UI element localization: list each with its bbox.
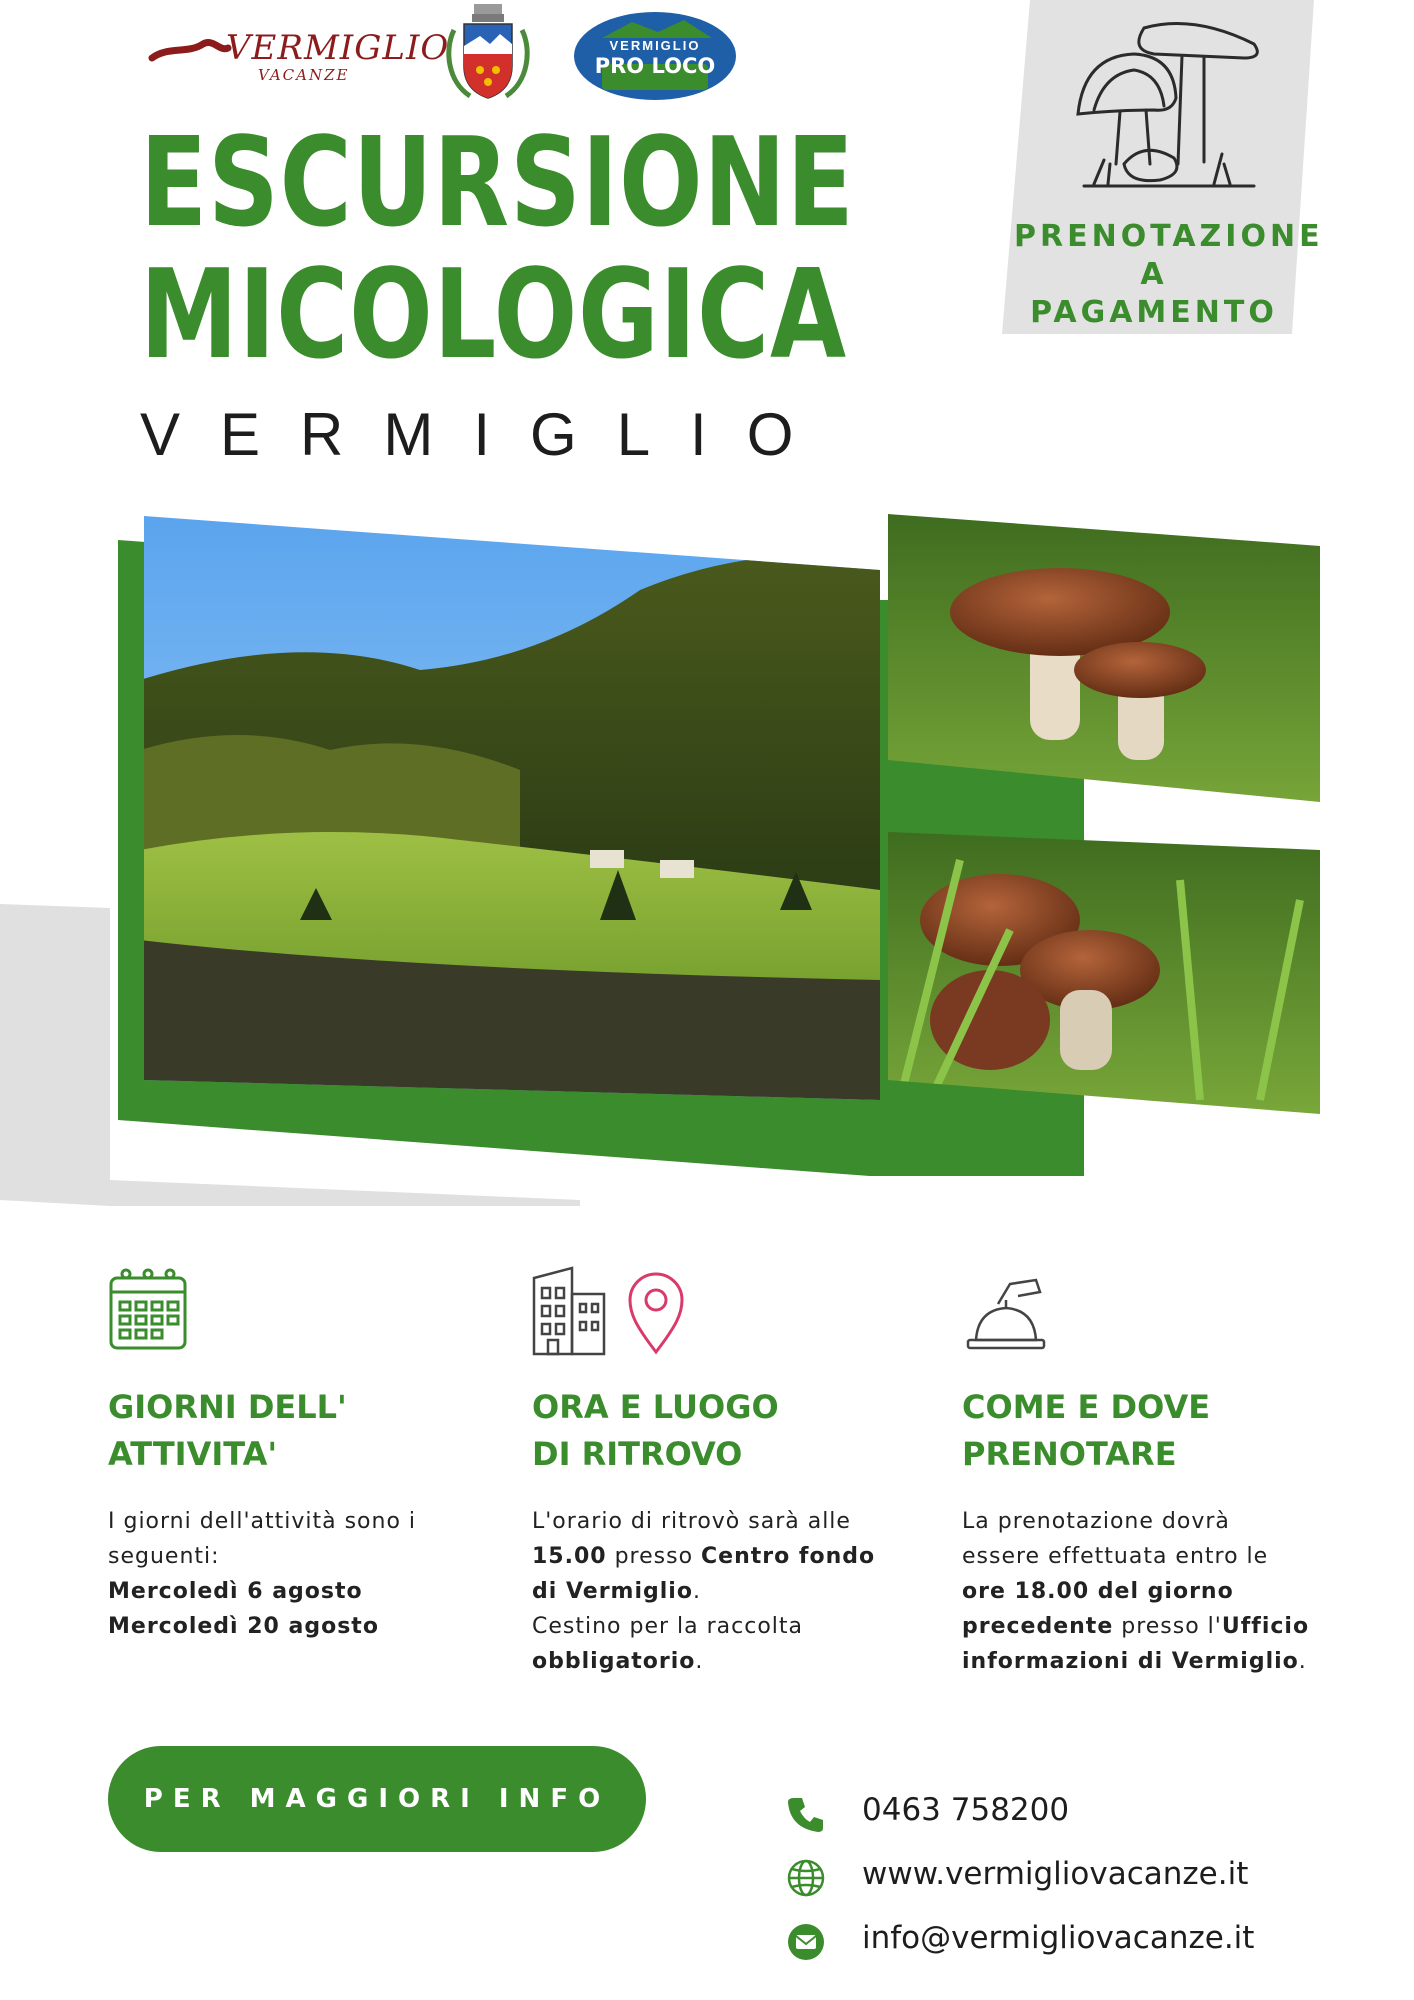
gray-band-left [0,904,110,1206]
booking-text-1: La prenotazione dovrà [962,1509,1230,1534]
days-section [108,1384,468,1644]
mushroom-photo-2 [880,820,1330,1120]
globe-icon [786,1858,826,1898]
days-text [108,1504,468,1644]
meeting-text-5: . [695,1649,704,1674]
meeting-place-2: di Vermiglio [532,1579,693,1604]
title-line-1: ESCURSIONE [140,112,855,255]
email-icon [786,1922,826,1962]
days-text-2: seguenti: [108,1544,220,1569]
days-title [108,1384,468,1478]
page-subtitle: VERMIGLIO [140,401,834,468]
meeting-title [532,1384,892,1478]
meeting-mandatory: obbligatorio [532,1649,696,1674]
meeting-text [532,1504,892,1679]
meeting-text-4: Cestino per la raccolta [532,1614,804,1639]
booking-title-line-1: COME E DOVE [962,1388,1211,1426]
meeting-text-3: . [692,1579,701,1604]
email-address: info@vermigliovacanze.it [862,1920,1255,1956]
title-line-2: MICOLOGICA [140,244,847,387]
booking-text-4: . [1298,1649,1307,1674]
booking-badge-text [1014,218,1324,332]
vacanze-logo-sub: VACANZE [258,66,350,84]
vermiglio-vacanze-logo [148,28,450,88]
days-text-1: I giorni dell'attività sono i [108,1509,417,1534]
booking-section [962,1384,1322,1679]
booking-badge-line-1: PRENOTAZIONE [1014,219,1324,254]
booking-office-2: informazioni di Vermiglio [962,1649,1299,1674]
booking-text-2: essere effettuata entro le [962,1544,1269,1569]
more-info-button[interactable]: PER MAGGIORI INFO [108,1746,646,1852]
booking-title-line-2: PRENOTARE [962,1435,1177,1473]
meeting-section [532,1384,892,1679]
reception-bell-icon [962,1270,1052,1358]
mushroom-illustration-icon [1064,14,1274,204]
phone-number: 0463 758200 [862,1792,1070,1828]
booking-deadline-1: ore 18.00 del giorno [962,1579,1234,1604]
meeting-title-line-1: ORA E LUOGO [532,1388,779,1426]
proloco-logo-bottom: PRO LOCO [594,54,716,78]
meeting-place-1: Centro fondo [701,1544,876,1569]
meeting-time: 15.00 [532,1544,607,1569]
proloco-logo-top: VERMIGLIO [609,38,701,53]
proloco-logo [572,10,738,102]
building-location-icon [532,1264,692,1356]
municipal-crest-icon [440,0,536,110]
days-title-line-1: GIORNI DELL' [108,1388,347,1426]
meeting-title-line-2: DI RITROVO [532,1435,743,1473]
days-date-1: Mercoledì 6 agosto [108,1579,363,1604]
photo-collage [0,500,1414,1220]
days-date-2: Mercoledì 20 agosto [108,1614,379,1639]
calendar-icon [108,1266,188,1352]
phone-icon [786,1794,826,1834]
booking-text [962,1504,1322,1679]
booking-badge-line-2: A PAGAMENTO [1030,257,1278,330]
booking-text-3: presso l' [1113,1614,1222,1639]
days-title-line-2: ATTIVITA' [108,1435,278,1473]
booking-office-1: Ufficio [1221,1614,1310,1639]
page-title [140,112,855,387]
meeting-text-2: presso [606,1544,702,1569]
booking-title [962,1384,1322,1478]
website-url: www.vermigliovacanze.it [862,1856,1249,1892]
vacanze-logo-main: VERMIGLIO [226,28,450,68]
meeting-text-1: L'orario di ritrovò sarà alle [532,1509,851,1534]
booking-deadline-2: precedente [962,1614,1114,1639]
